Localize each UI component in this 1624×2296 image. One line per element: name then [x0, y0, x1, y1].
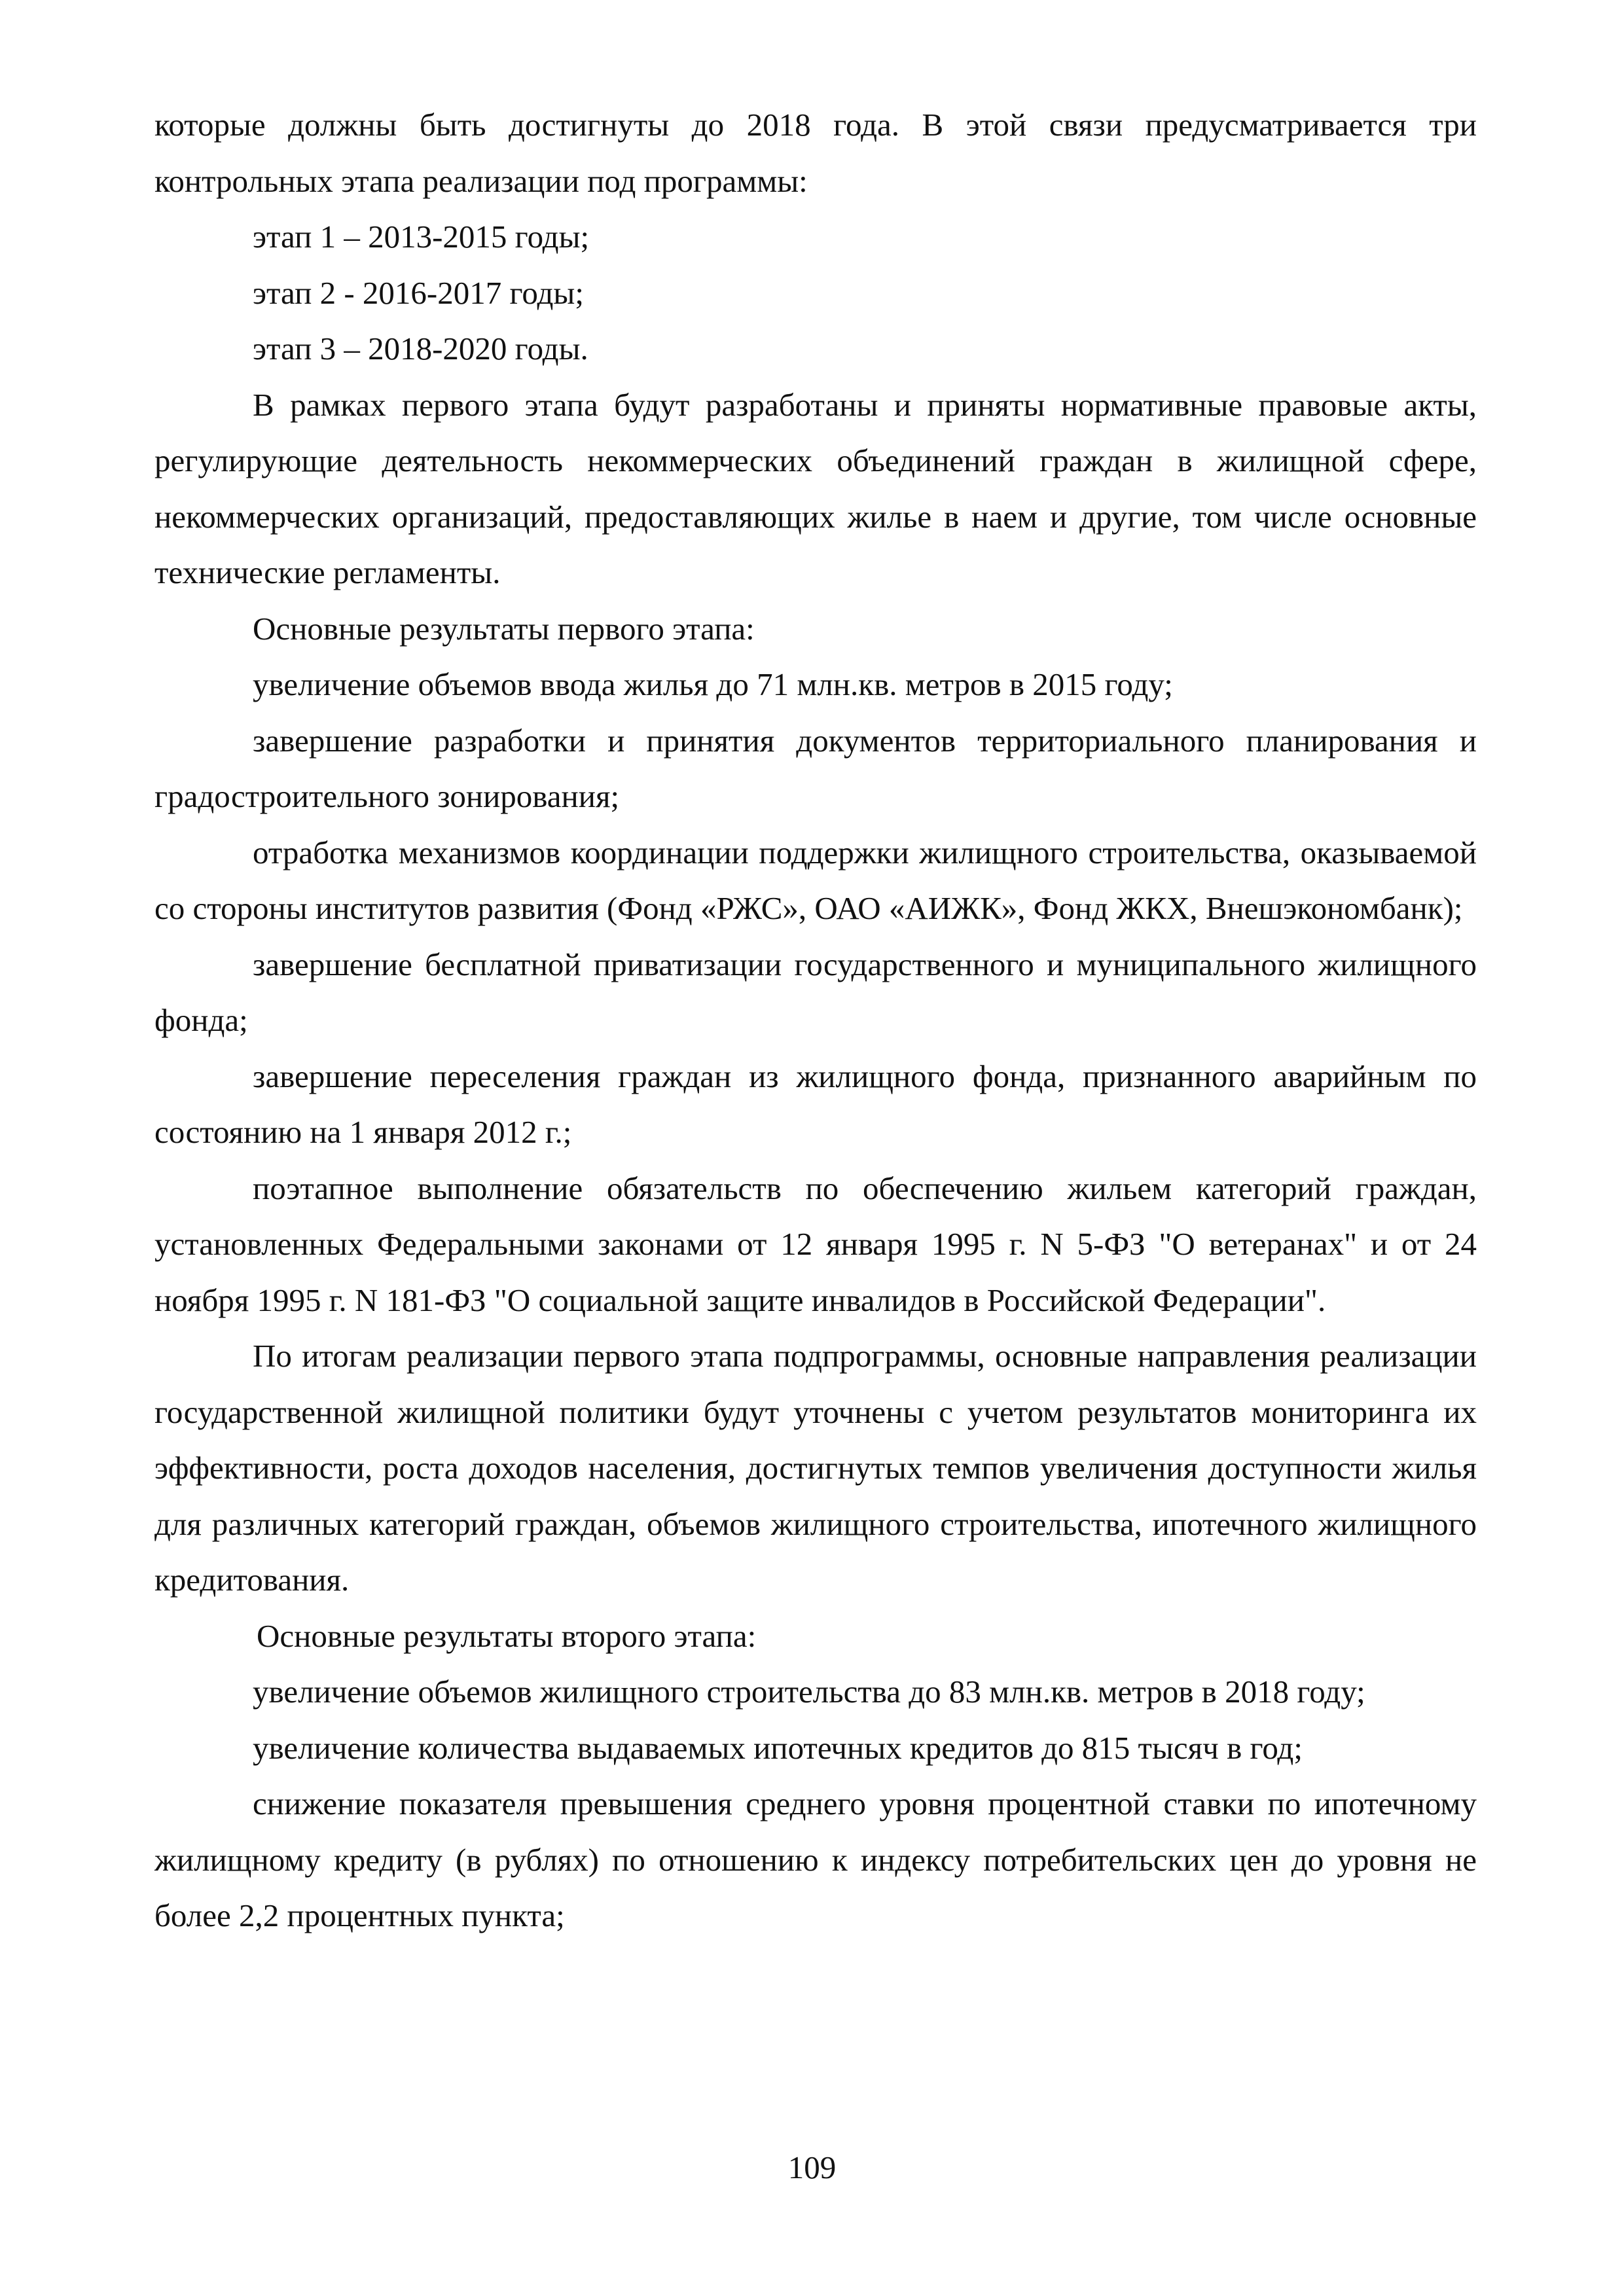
paragraph-stage-3: этап 3 – 2018-2020 годы.: [253, 331, 588, 367]
document-body: [154, 97, 1477, 1944]
paragraph-privatization: завершение бесплатной приватизации государственного и муниципального жилищного фонда;: [154, 946, 1477, 1038]
paragraph-planning-documents: завершение разработки и принятия документов территориального планирования и градостроительного зонирования;: [154, 722, 1477, 814]
paragraph-second-stage-results-heading: Основные результаты второго этапа:: [257, 1617, 757, 1654]
paragraph-interest-rate: снижение показателя превышения среднего уровня процентной ставки по ипотечному жилищному кредиту (в рублях) по отношению к индексу потребительских цен до уровня не более 2,2 процентных пункта;: [154, 1785, 1477, 1933]
paragraph-housing-volume-2018: увеличение объемов жилищного строительства до 83 млн.кв. метров в 2018 году;: [253, 1674, 1365, 1710]
paragraph-first-stage-outcome: По итогам реализации первого этапа подпрограммы, основные направления реализации государственной жилищной политики будут уточнены с учетом результатов мониторинга их эффективности, роста доходов населения, достигнутых темпов увеличения доступности жилья для различных категорий граждан, объемов жилищного строительства, ипотечного жилищного кредитования.: [154, 1338, 1477, 1598]
paragraph-mortgage-count: увеличение количества выдаваемых ипотечных кредитов до 815 тысяч в год;: [253, 1729, 1303, 1766]
paragraph-resettlement: завершение переселения граждан из жилищного фонда, признанного аварийным по состоянию на 1 января 2012 г.;: [154, 1058, 1477, 1150]
paragraph-coordination-mechanisms: отработка механизмов координации поддержки жилищного строительства, оказываемой со стороны институтов развития (Фонд «РЖС», ОАО «АИЖК», Фонд ЖКХ, Внешэкономбанк);: [154, 834, 1477, 926]
paragraph-stage-1: этап 1 – 2013-2015 годы;: [253, 219, 590, 255]
paragraph-obligations: поэтапное выполнение обязательств по обеспечению жильем категорий граждан, установленных Федеральными законами от 12 января 1995 г. N 5-ФЗ "О ветеранах" и от 24 ноября 1995 г. N 181-ФЗ "О социальной защите инвалидов в Российской Федерации".: [154, 1170, 1477, 1318]
paragraph-first-stage-results-heading: Основные результаты первого этапа:: [253, 610, 755, 647]
paragraph-intro: которые должны быть достигнуты до 2018 года. В этой связи предусматривается три контрольных этапа реализации под программы:: [154, 107, 1477, 199]
paragraph-stage-2: этап 2 - 2016-2017 годы;: [253, 274, 584, 311]
paragraph-first-stage-acts: В рамках первого этапа будут разработаны и приняты нормативные правовые акты, регулирующие деятельность некоммерческих объединений граждан в жилищной сфере, некоммерческих организаций, предоставляющих жилье в наем и другие, том числе основные технические регламенты.: [154, 386, 1477, 590]
page-number: 109: [787, 2149, 837, 2185]
paragraph-housing-volume-2015: увеличение объемов ввода жилья до 71 млн.кв. метров в 2015 году;: [253, 666, 1173, 702]
